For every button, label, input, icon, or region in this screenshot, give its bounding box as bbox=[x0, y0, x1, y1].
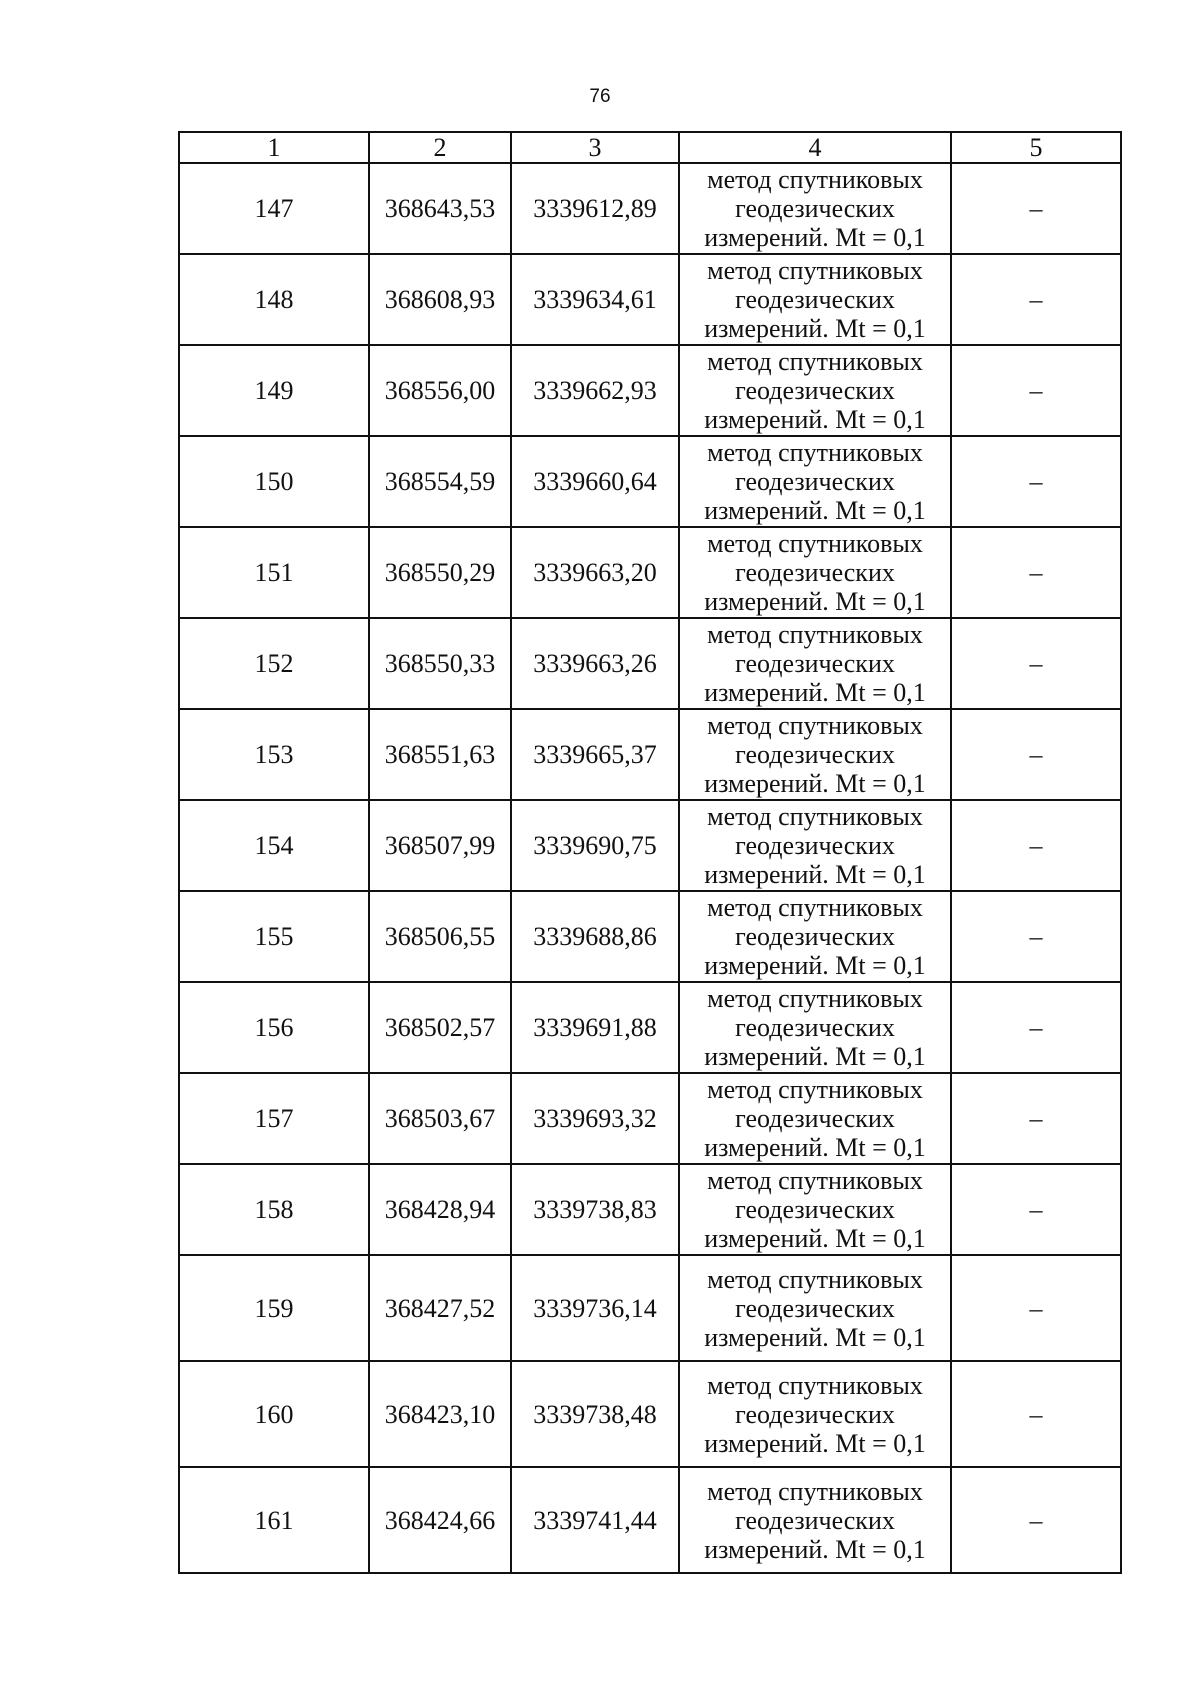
table-row bbox=[179, 163, 1121, 254]
coordinate-x-cell: 368550,33 bbox=[369, 618, 511, 709]
coordinate-x-cell: 368427,52 bbox=[369, 1255, 511, 1361]
table-row bbox=[179, 709, 1121, 800]
table-row bbox=[179, 436, 1121, 527]
point-number-cell: 156 bbox=[179, 982, 369, 1073]
method-line: геодезических bbox=[735, 649, 895, 678]
note-cell: – bbox=[951, 709, 1121, 800]
method-line: измерений. Mt = 0,1 bbox=[704, 314, 926, 343]
point-number-cell: 161 bbox=[179, 1467, 369, 1573]
method-line: метод спутниковых bbox=[707, 256, 923, 285]
method-line: измерений. Mt = 0,1 bbox=[704, 1224, 926, 1253]
table-row bbox=[179, 1361, 1121, 1467]
method-line: геодезических bbox=[735, 1399, 895, 1429]
method-line: измерений. Mt = 0,1 bbox=[704, 1428, 926, 1458]
note-cell: – bbox=[951, 982, 1121, 1073]
note-cell: – bbox=[951, 618, 1121, 709]
coordinate-x-cell: 368608,93 bbox=[369, 254, 511, 345]
method-line: метод спутниковых bbox=[707, 711, 923, 740]
note-cell: – bbox=[951, 254, 1121, 345]
coordinate-x-cell: 368428,94 bbox=[369, 1164, 511, 1255]
coordinate-y-cell: 3339663,26 bbox=[511, 618, 679, 709]
method-cell bbox=[679, 982, 951, 1073]
note-cell: – bbox=[951, 163, 1121, 254]
method-cell bbox=[679, 436, 951, 527]
method-line: метод спутниковых bbox=[707, 438, 923, 467]
coordinate-y-cell: 3339662,93 bbox=[511, 345, 679, 436]
point-number-cell: 158 bbox=[179, 1164, 369, 1255]
method-line: измерений. Mt = 0,1 bbox=[704, 405, 926, 434]
method-line: метод спутниковых bbox=[707, 802, 923, 831]
method-cell bbox=[679, 345, 951, 436]
note-cell: – bbox=[951, 345, 1121, 436]
coordinate-y-cell: 3339690,75 bbox=[511, 800, 679, 891]
method-line: измерений. Mt = 0,1 bbox=[704, 769, 926, 798]
method-line: геодезических bbox=[735, 285, 895, 314]
method-line: геодезических bbox=[735, 1195, 895, 1224]
point-number-cell: 157 bbox=[179, 1073, 369, 1164]
method-line: геодезических bbox=[735, 831, 895, 860]
header-col-4: 4 bbox=[679, 132, 951, 163]
table-row bbox=[179, 1255, 1121, 1361]
method-cell bbox=[679, 800, 951, 891]
method-line: метод спутниковых bbox=[707, 1264, 923, 1294]
method-line: измерений. Mt = 0,1 bbox=[704, 1534, 926, 1564]
coordinates-table bbox=[178, 131, 1122, 1574]
table-row bbox=[179, 800, 1121, 891]
point-number-cell: 154 bbox=[179, 800, 369, 891]
table-row bbox=[179, 618, 1121, 709]
table-row bbox=[179, 345, 1121, 436]
coordinate-x-cell: 368507,99 bbox=[369, 800, 511, 891]
method-line: геодезических bbox=[735, 376, 895, 405]
header-row bbox=[179, 132, 1121, 163]
coordinate-y-cell: 3339736,14 bbox=[511, 1255, 679, 1361]
method-line: измерений. Mt = 0,1 bbox=[704, 860, 926, 889]
point-number-cell: 150 bbox=[179, 436, 369, 527]
method-line: измерений. Mt = 0,1 bbox=[704, 223, 926, 252]
coordinate-x-cell: 368424,66 bbox=[369, 1467, 511, 1573]
coordinate-x-cell: 368550,29 bbox=[369, 527, 511, 618]
note-cell: – bbox=[951, 527, 1121, 618]
coordinate-x-cell: 368423,10 bbox=[369, 1361, 511, 1467]
header-col-5: 5 bbox=[951, 132, 1121, 163]
method-line: метод спутниковых bbox=[707, 347, 923, 376]
method-line: геодезических bbox=[735, 1104, 895, 1133]
coordinate-x-cell: 368554,59 bbox=[369, 436, 511, 527]
coordinate-y-cell: 3339738,83 bbox=[511, 1164, 679, 1255]
note-cell: – bbox=[951, 891, 1121, 982]
method-line: измерений. Mt = 0,1 bbox=[704, 1042, 926, 1071]
coordinate-y-cell: 3339663,20 bbox=[511, 527, 679, 618]
method-line: метод спутниковых bbox=[707, 1370, 923, 1400]
method-line: метод спутниковых bbox=[707, 620, 923, 649]
note-cell: – bbox=[951, 1467, 1121, 1573]
method-line: измерений. Mt = 0,1 bbox=[704, 1133, 926, 1162]
coordinate-x-cell: 368551,63 bbox=[369, 709, 511, 800]
coordinate-y-cell: 3339738,48 bbox=[511, 1361, 679, 1467]
note-cell: – bbox=[951, 1164, 1121, 1255]
table-row bbox=[179, 527, 1121, 618]
method-line: измерений. Mt = 0,1 bbox=[704, 1322, 926, 1352]
method-cell bbox=[679, 1164, 951, 1255]
method-cell bbox=[679, 254, 951, 345]
point-number-cell: 155 bbox=[179, 891, 369, 982]
point-number-cell: 149 bbox=[179, 345, 369, 436]
coordinate-x-cell: 368502,57 bbox=[369, 982, 511, 1073]
method-cell bbox=[679, 1073, 951, 1164]
method-cell bbox=[679, 709, 951, 800]
table-body bbox=[179, 163, 1121, 1573]
coordinate-x-cell: 368556,00 bbox=[369, 345, 511, 436]
method-cell bbox=[679, 1467, 951, 1573]
method-line: геодезических bbox=[735, 467, 895, 496]
method-line: метод спутниковых bbox=[707, 984, 923, 1013]
table-row bbox=[179, 891, 1121, 982]
method-line: метод спутниковых bbox=[707, 1075, 923, 1104]
coordinate-y-cell: 3339612,89 bbox=[511, 163, 679, 254]
coordinate-y-cell: 3339665,37 bbox=[511, 709, 679, 800]
table-header bbox=[179, 132, 1121, 163]
method-line: измерений. Mt = 0,1 bbox=[704, 678, 926, 707]
method-line: геодезических bbox=[735, 558, 895, 587]
point-number-cell: 153 bbox=[179, 709, 369, 800]
method-line: геодезических bbox=[735, 740, 895, 769]
method-line: метод спутниковых bbox=[707, 1476, 923, 1506]
coordinate-x-cell: 368503,67 bbox=[369, 1073, 511, 1164]
coordinate-x-cell: 368643,53 bbox=[369, 163, 511, 254]
note-cell: – bbox=[951, 1255, 1121, 1361]
method-line: измерений. Mt = 0,1 bbox=[704, 496, 926, 525]
method-line: геодезических bbox=[735, 1013, 895, 1042]
coordinate-y-cell: 3339634,61 bbox=[511, 254, 679, 345]
coordinate-y-cell: 3339660,64 bbox=[511, 436, 679, 527]
note-cell: – bbox=[951, 800, 1121, 891]
table-row bbox=[179, 1073, 1121, 1164]
point-number-cell: 159 bbox=[179, 1255, 369, 1361]
note-cell: – bbox=[951, 436, 1121, 527]
method-line: геодезических bbox=[735, 922, 895, 951]
table-row bbox=[179, 982, 1121, 1073]
point-number-cell: 148 bbox=[179, 254, 369, 345]
method-cell bbox=[679, 163, 951, 254]
note-cell: – bbox=[951, 1361, 1121, 1467]
method-cell bbox=[679, 891, 951, 982]
method-cell bbox=[679, 1255, 951, 1361]
method-line: метод спутниковых bbox=[707, 893, 923, 922]
method-line: геодезических bbox=[735, 1293, 895, 1323]
page-number: 76 bbox=[589, 86, 611, 107]
method-line: метод спутниковых bbox=[707, 165, 923, 194]
method-line: измерений. Mt = 0,1 bbox=[704, 951, 926, 980]
method-cell bbox=[679, 618, 951, 709]
table-row bbox=[179, 1467, 1121, 1573]
method-cell bbox=[679, 527, 951, 618]
point-number-cell: 151 bbox=[179, 527, 369, 618]
coordinate-y-cell: 3339688,86 bbox=[511, 891, 679, 982]
method-line: метод спутниковых bbox=[707, 529, 923, 558]
method-line: геодезических bbox=[735, 1505, 895, 1535]
method-cell bbox=[679, 1361, 951, 1467]
coordinate-y-cell: 3339741,44 bbox=[511, 1467, 679, 1573]
point-number-cell: 147 bbox=[179, 163, 369, 254]
point-number-cell: 152 bbox=[179, 618, 369, 709]
table-row bbox=[179, 254, 1121, 345]
method-line: геодезических bbox=[735, 194, 895, 223]
header-col-3: 3 bbox=[511, 132, 679, 163]
coordinate-x-cell: 368506,55 bbox=[369, 891, 511, 982]
point-number-cell: 160 bbox=[179, 1361, 369, 1467]
method-line: метод спутниковых bbox=[707, 1166, 923, 1195]
header-col-2: 2 bbox=[369, 132, 511, 163]
note-cell: – bbox=[951, 1073, 1121, 1164]
header-col-1: 1 bbox=[179, 132, 369, 163]
coordinate-y-cell: 3339693,32 bbox=[511, 1073, 679, 1164]
coordinate-y-cell: 3339691,88 bbox=[511, 982, 679, 1073]
method-line: измерений. Mt = 0,1 bbox=[704, 587, 926, 616]
table-row bbox=[179, 1164, 1121, 1255]
